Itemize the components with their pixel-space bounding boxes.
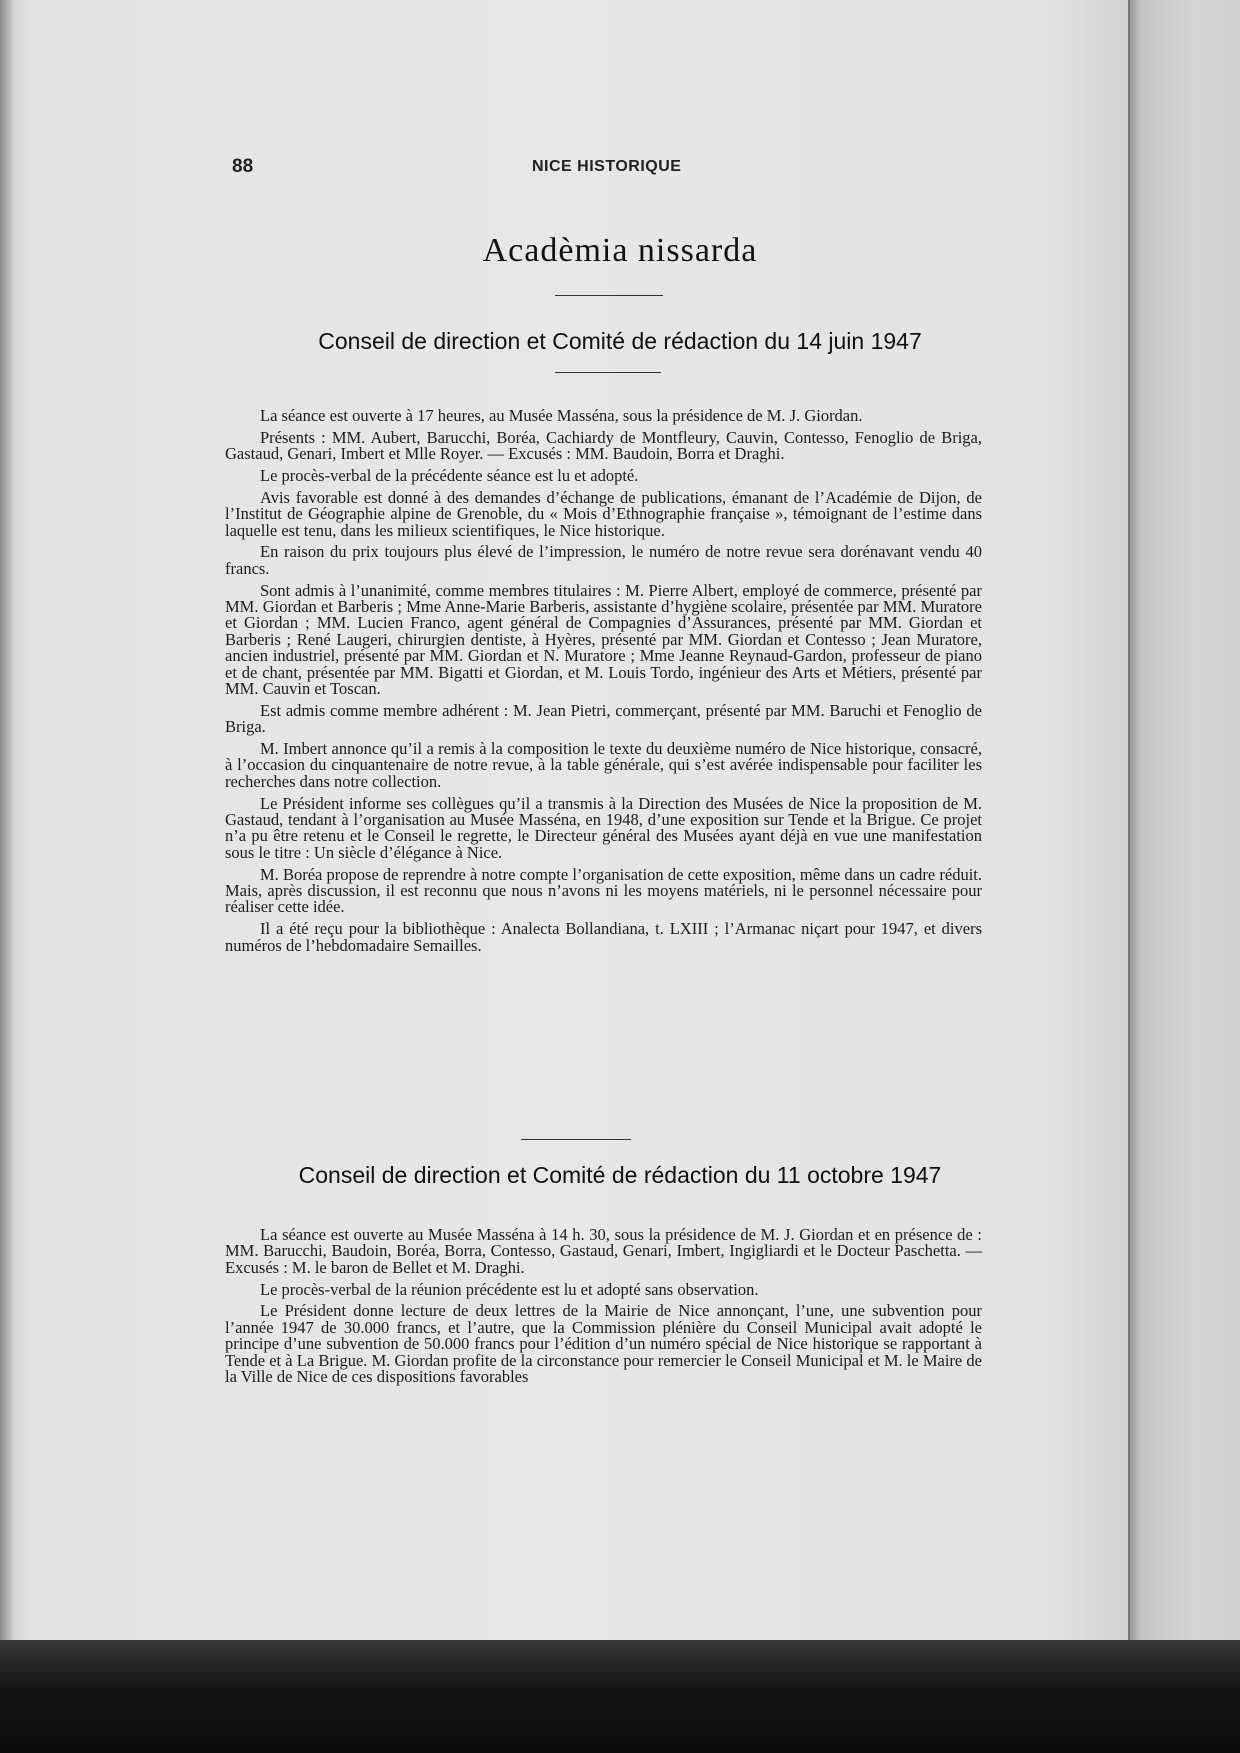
paragraph: Le Président donne lecture de deux lettres de la Mairie de Nice annonçant, l’une, une subvention pour l’année 1947 de 30.000 francs, et l’autre, que la Commission plénière du Conseil Municipal avait adopté le principe d’une subvention de 50.000 francs pour l’édition d’un numéro spécial de Nice historique se rapportant à Tende et à La Brigue. M. Giordan profite de la circonstance pour remercier le Conseil Municipal et M. le Maire de la Ville de Nice de ces dispositions favorables — [225, 1301, 982, 1387]
paragraph: Il a été reçu pour la bibliothèque : Analecta Bollandiana, t. LXIII ; l’Armanac niçart pour 1947, et divers numéros de l’hebdomadaire Semailles. — [225, 919, 982, 955]
paragraph: Avis favorable est donné à des demandes d’échange de publications, émanant de l’Académie de Dijon, de l’Institut de Géographie alpine de Grenoble, du « Mois d’Ethnographie française », témoignant de l’estime dans laquelle est tenu, dans les milieux scientifiques, le Nice historique. — [225, 487, 982, 540]
paragraph: Présents : MM. Aubert, Barucchi, Boréa, Cachiardy de Montfleury, Cauvin, Contesso, Fenoglio de Briga, Gastaud, Genari, Imbert et Mlle Royer. — Excusés : MM. Baudoin, Borra et Draghi. — [225, 427, 982, 464]
section-2-body — [225, 1227, 982, 1385]
paragraph: La séance est ouverte à 17 heures, au Musée Masséna, sous la présidence de M. J. Giordan. — [260, 406, 863, 425]
paragraph: Le Président informe ses collègues qu’il a transmis à la Direction des Musées de Nice la proposition de M. Gastaud, tendant à l’organisation au Musée Masséna, en 1948, d’une exposition sur Tende et la Brigue. Ce projet n’a pu être retenu et le Conseil le regrette, le Directeur général des Musées ayant déjà en vue une manifestation sous le titre : Un siècle d’élégance à Nice. — [225, 793, 982, 862]
page-number: 88 — [232, 156, 254, 177]
paragraph: Le procès-verbal de la précédente séance est lu et adopté. — [260, 466, 639, 485]
paragraph: En raison du prix toujours plus élevé de l’impression, le numéro de notre revue sera dorénavant vendu 40 francs. — [225, 542, 982, 578]
paragraph: Sont admis à l’unanimité, comme membres titulaires : M. Pierre Albert, employé de commerce, présenté par MM. Giordan et Barberis ; Mme Anne-Marie Barberis, assistante d’hygiène scolaire, présentée par MM. Muratore et Giordan ; MM. Lucien Franco, agent général de Compagnies d’Assurances, présenté par MM. Giordan et Barberis ; René Laugeri, chirurgien dentiste, à Hyères, présenté par MM. Giordan et Contesso ; Jean Muratore, ancien industriel, présenté par MM. Giordan et N. Muratore ; Mme Jeanne Reynaud-Gardon, professeur de piano et de chant, présentée par MM. Bigatti et Giordan, et M. Louis Tordo, ingénieur des Arts et Métiers, présenté par MM. Cauvin et Toscan. — [225, 580, 982, 699]
paragraph: M. Boréa propose de reprendre à notre compte l’organisation de cette exposition, même dans un cadre réduit. Mais, après discussion, il est reconnu que nous n’avons ni les moyens matériels, ni le personnel nécessaire pour réaliser cette idée. — [225, 864, 982, 917]
running-head — [232, 156, 992, 184]
paragraph: Est admis comme membre adhérent : M. Jean Pietri, commerçant, présenté par MM. Baruchi et Fenoglio de Briga. — [225, 700, 982, 737]
paragraph: La séance est ouverte au Musée Masséna à 14 h. 30, sous la présidence de M. J. Giordan et en présence de : MM. Barucchi, Baudoin, Boréa, Borra, Contesso, Gastaud, Genari, Imbert, Ingigliardi et le Docteur Paschetta. — Excusés : M. le baron de Bellet et M. Draghi. — [225, 1225, 982, 1277]
section-heading-2: Conseil de direction et Comité de rédaction du 11 octobre 1947 — [298, 1162, 942, 1188]
section-divider-rule — [521, 1139, 631, 1140]
title-rule — [555, 295, 663, 296]
section-heading-1: Conseil de direction et Comité de rédaction du 14 juin 1947 — [318, 328, 922, 354]
section-1-body — [225, 408, 982, 954]
paragraph: M. Imbert annonce qu’il a remis à la composition le texte du deuxième numéro de Nice historique, consacré, à l’occasion du cinquantenaire de notre revue, à la table générale, qui s’est avérée indispensable pour faciliter les recherches dans notre collection. — [225, 739, 982, 791]
scan-background — [0, 1640, 1240, 1753]
article-title: Acadèmia nissarda — [482, 232, 758, 269]
running-title: NICE HISTORIQUE — [532, 158, 682, 175]
section-1-rule — [555, 372, 661, 373]
paragraph: Le procès-verbal de la réunion précédente est lu et adopté sans observation. — [260, 1279, 759, 1299]
